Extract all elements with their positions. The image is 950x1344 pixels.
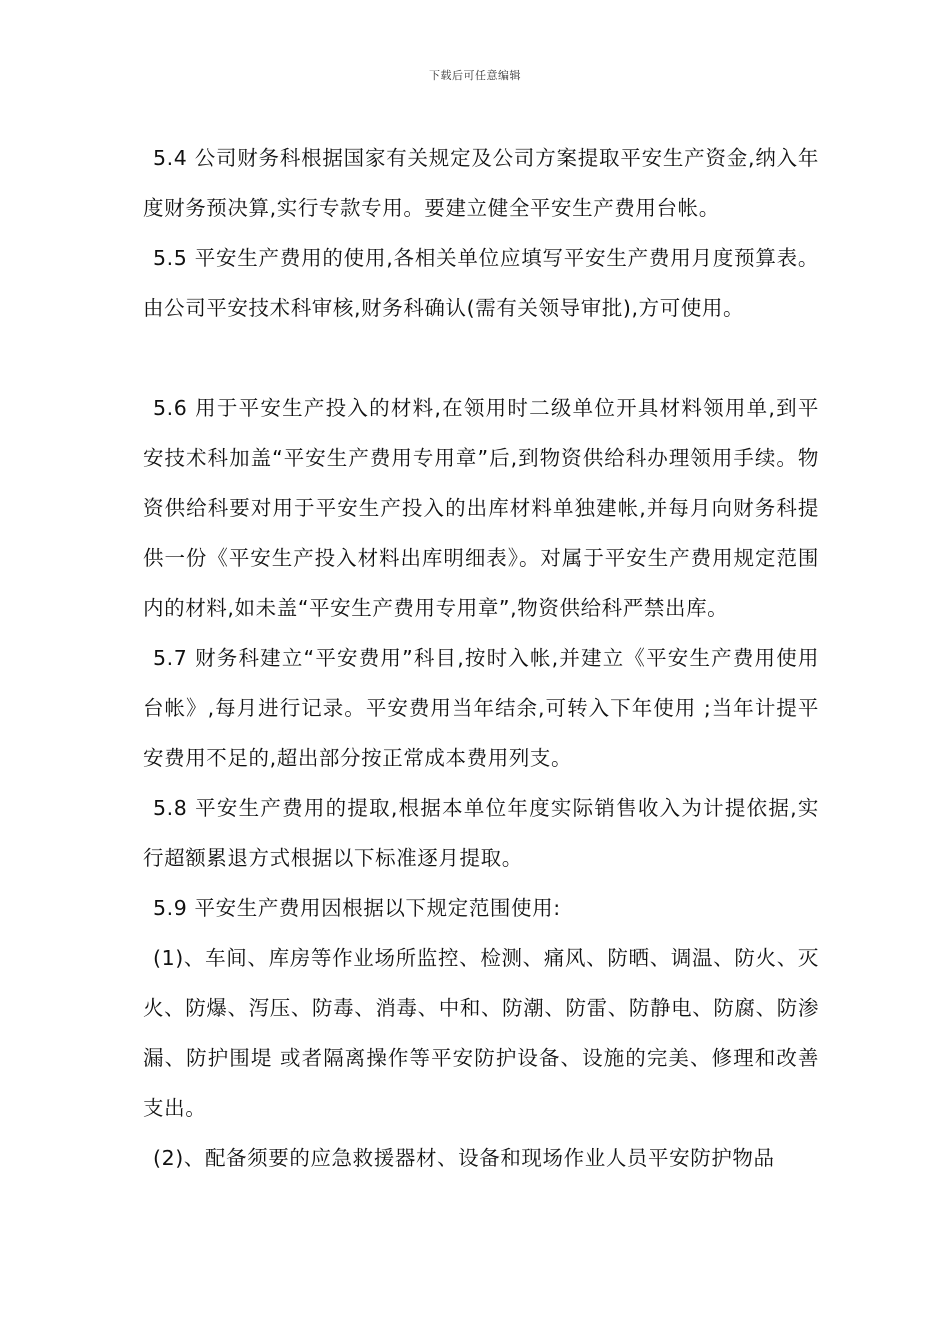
document-body: [143, 133, 819, 1183]
paragraph-5-7: 5.7 财务科建立“平安费用”科目,按时入帐,并建立《平安生产费用使用台帐》,每月进行记录。平安费用当年结余,可转入下年使用 ;当年计提平安费用不足的,超出部分按正常成本费用列支。: [143, 646, 819, 770]
paragraph-5-9: 5.9 平安生产费用因根据以下规定范围使用:: [153, 896, 561, 920]
paragraph-5-5: 5.5 平安生产费用的使用,各相关单位应填写平安生产费用月度预算表。由公司平安技术科审核,财务科确认(需有关领导审批),方可使用。: [143, 246, 819, 320]
list-item-1: (1)、车间、库房等作业场所监控、检测、痛风、防晒、调温、防火、灭火、防爆、泻压、防毒、消毒、中和、防潮、防雷、防静电、防腐、防渗漏、防护围堤 或者隔离操作等平安防护设备、设施的完美、修理和改善支出。: [143, 946, 819, 1120]
page-header-note: 下载后可任意编辑: [429, 69, 521, 82]
list-item-2: (2)、配备须要的应急救援器材、设备和现场作业人员平安防护物品: [153, 1146, 775, 1170]
paragraph-5-8: 5.8 平安生产费用的提取,根据本单位年度实际销售收入为计提依据,实行超额累退方式根据以下标准逐月提取。: [143, 796, 819, 870]
paragraph-5-4: 5.4 公司财务科根据国家有关规定及公司方案提取平安生产资金,纳入年度财务预决算,实行专款专用。要建立健全平安生产费用台帐。: [143, 146, 819, 220]
paragraph-5-6: 5.6 用于平安生产投入的材料,在领用时二级单位开具材料领用单,到平安技术科加盖“平安生产费用专用章”后,到物资供给科办理领用手续。物资供给科要对用于平安生产投入的出库材料单独建帐,并每月向财务科提供一份《平安生产投入材料出库明细表》。对属于平安生产费用规定范围内的材料,如未盖“平安生产费用专用章”,物资供给科严禁出库。: [143, 396, 819, 620]
